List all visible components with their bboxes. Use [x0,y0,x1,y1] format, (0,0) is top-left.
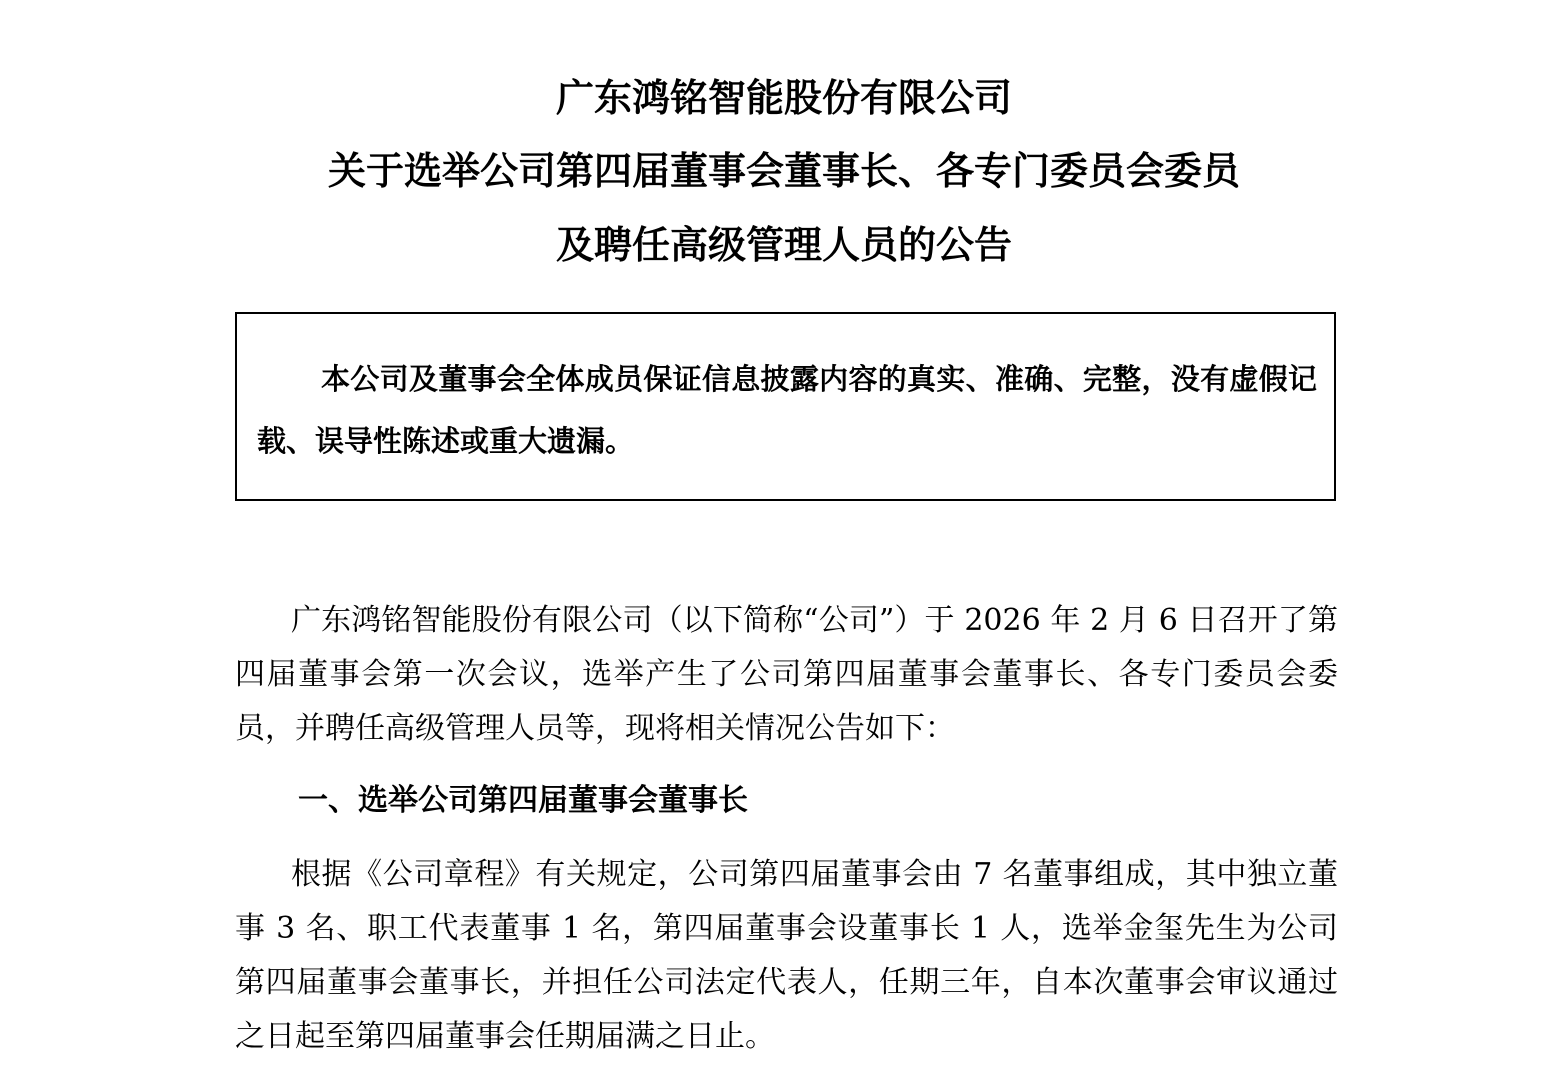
announcement-title-line: 关于选举公司第四届董事会董事长、各专门委员会委员 [327,149,1240,193]
disclosure-notice-text: 本公司及董事会全体成员保证信息披露内容的真实、准确、完整，没有虚假记载、误导性陈述或重大遗漏。 [257,362,1317,458]
section-paragraph: 根据《公司章程》有关规定，公司第四届董事会由 7 名董事组成，其中独立董事 3 名、职工代表董事 1 名，第四届董事会设董事长 1 人，选举金玺先生为公司第四届董事会董事长，并担任公司法定代表人，任期三年，自本次董事会审议通过之日起至第四届董事会任期届满之日止。 [235,857,1338,1054]
section-heading: 一、选举公司第四届董事会董事长 [298,783,748,818]
announcement-title-line: 及聘任高级管理人员的公告 [555,223,1012,267]
company-name-title: 广东鸿铭智能股份有限公司 [555,76,1012,120]
intro-paragraph: 广东鸿铭智能股份有限公司（以下简称“公司”）于 2026 年 2 月 6 日召开了第四届董事会第一次会议，选举产生了公司第四届董事会董事长、各专门委员会委员，并聘任高级管理人员等，现将相关情况公告如下： [235,603,1338,746]
disclosure-notice-box [235,312,1336,501]
